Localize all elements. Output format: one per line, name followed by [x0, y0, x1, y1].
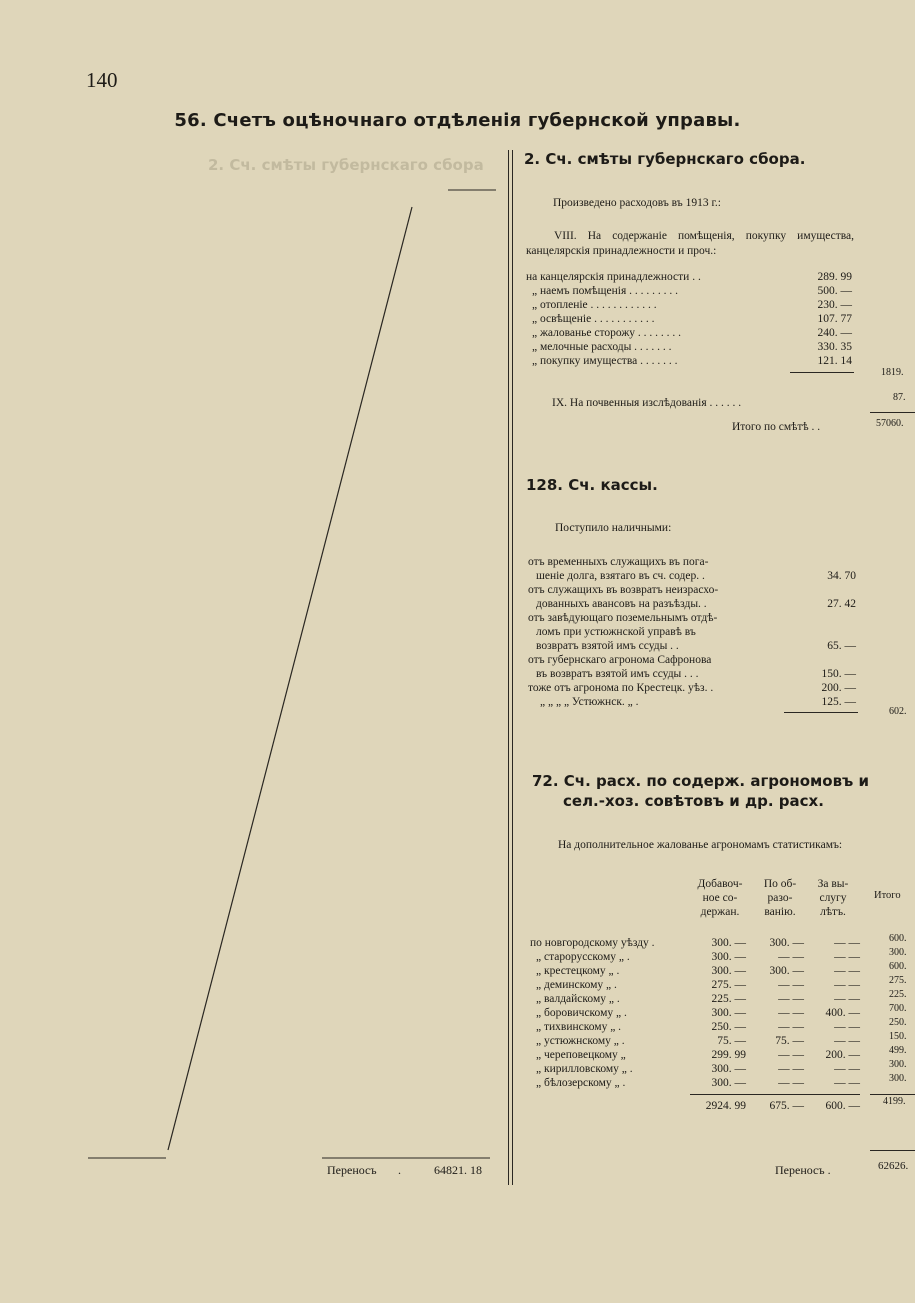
section-2-viii-total: 1819.	[881, 367, 904, 378]
cash-value: 34. 70	[827, 570, 856, 582]
col-header-additional: Добавоч-ное со-держан.	[697, 878, 743, 918]
cash-value: 65. —	[827, 640, 856, 652]
table-row-label: „ кирилловскому „ .	[536, 1063, 633, 1075]
cash-line: ломъ при устюжнской управѣ въ	[536, 626, 696, 638]
section-128-intro: Поступило наличными:	[555, 522, 672, 534]
section-2-title: 2. Сч. смѣты губернскаго сбора.	[524, 150, 806, 168]
item-value: 500. —	[817, 285, 852, 297]
table-row-label: „ старорусскому „ .	[536, 951, 630, 963]
item-label: „ освѣщеніе . . . . . . . . . . .	[532, 313, 655, 325]
cash-line: въ возвратъ взятой имъ ссуды . . .	[536, 668, 699, 680]
cash-line: отъ служащихъ въ возвратъ неизрасхо-	[528, 584, 719, 596]
section-128-total: 602.	[889, 706, 907, 717]
section-2-ix: IX. На почвенныя изслѣдованія . . . . . .	[552, 397, 742, 409]
cash-line: возвратъ взятой имъ ссуды . .	[536, 640, 679, 652]
cash-value: 27. 42	[827, 598, 856, 610]
cash-line: тоже отъ агронома по Крестецк. уѣз. .	[528, 682, 714, 694]
cash-line: отъ временныхъ служащихъ въ пога-	[528, 556, 709, 568]
table-row-label: „ деминскому „ .	[536, 979, 617, 991]
total-service: 600. —	[825, 1100, 860, 1112]
section-2-viii: VIII. На содержаніе помѣщенія, покупку имущества, канцелярскія принадлежности и проч.:	[526, 230, 854, 257]
table-row-label: „ боровичскому „ .	[536, 1007, 627, 1019]
item-value: 107. 77	[817, 313, 852, 325]
right-carry-value: 62626.	[878, 1160, 909, 1172]
item-label: „ отопленіе . . . . . . . . . . . .	[532, 299, 657, 311]
col-header-education: По об-разо-ванію.	[763, 878, 797, 918]
cash-value: 150. —	[821, 668, 856, 680]
right-carry-label: Переносъ .	[775, 1163, 831, 1177]
total-grand: 4199.	[883, 1096, 906, 1107]
cash-value: 125. —	[821, 696, 856, 708]
section-72-intro: На дополнительное жалованье агрономамъ статистикамъ:	[558, 839, 843, 851]
col-header-total: Итого	[874, 890, 901, 901]
cash-line: отъ завѣдующаго поземельнымъ отдѣ-	[528, 612, 718, 624]
table-row-label: „ валдайскому „ .	[536, 993, 620, 1005]
cash-line: „ „ „ „ Устюжнск. „ .	[540, 696, 639, 708]
table-row-label: „ череповецкому „	[536, 1049, 626, 1061]
section-2-total-value: 57060.	[876, 418, 904, 429]
column-rule	[508, 150, 509, 1185]
section-72-title-1: 72. Сч. расх. по содерж. агрономовъ и	[532, 772, 870, 790]
section-2-intro: Произведено расходовъ въ 1913 г.:	[553, 197, 721, 209]
total-education: 675. —	[769, 1100, 804, 1112]
item-value: 240. —	[817, 327, 852, 339]
left-carry-value: 64821. 18	[434, 1163, 482, 1177]
cash-line: шеніе долга, взятаго въ сч. содер. .	[536, 570, 705, 582]
table-row-label: „ устюжнскому „ .	[536, 1035, 625, 1047]
table-row-label: по новгородскому уѣзду .	[530, 937, 655, 949]
col-header-service: За вы-слугу лѣтъ.	[817, 878, 849, 918]
page-title: 56. Счетъ оцѣночнаго отдѣленія губернской управы.	[174, 110, 741, 131]
page-number: 140	[86, 68, 118, 92]
column-rule	[512, 150, 513, 1185]
item-value: 330. 35	[817, 341, 852, 353]
item-label: „ покупку имущества . . . . . . .	[532, 355, 678, 367]
section-128-title: 128. Сч. кассы.	[526, 476, 658, 494]
item-value: 289. 99	[817, 271, 852, 283]
item-label: „ наемъ помѣщенія . . . . . . . . .	[532, 285, 678, 297]
table-row-label: „ бѣлозерскому „ .	[536, 1077, 626, 1089]
section-2-total-label: Итого по смѣтѣ . .	[732, 421, 821, 433]
table-row-label: „ тихвинскому „ .	[536, 1021, 622, 1033]
section-72-title-2: сел.-хоз. совѣтовъ и др. расх.	[563, 792, 824, 810]
bleed-through: 2. Сч. смѣты губернскаго сбора	[208, 156, 484, 174]
table-row-label: „ крестецкому „ .	[536, 965, 620, 977]
section-2-ix-value: 87.	[893, 392, 906, 403]
total-additional: 2924. 99	[705, 1100, 746, 1112]
cash-value: 200. —	[821, 682, 856, 694]
document-page: 2. Сч. смѣты губернскаго сбора 140 56. Счетъ оцѣночнаго отдѣленія губернской управы. Переносъ . 64821. 18 2. Сч. смѣты губернскаго сбора. Произведено расходовъ въ 1913 г.: VIII. На содержаніе помѣщенія, покупку имущества, канцелярскія принадлежности и проч.: на канцелярскія принадлежности . . 289. 99 „ наемъ помѣщенія . . . . . . . . . 500. — „ отопленіе . . . . . . . . . . . . 230. — „ освѣщеніе . . . . . . . . . . . 107. 77 „ жалованье сторожу . . . . . . . . 240. — „ мелочные расходы . . . . . . . 330. 35 „ покупку имущества . . . . . . . 121. 14 1819. IX. На почвенныя изслѣдованія . . . . . . 87. Итого по смѣтѣ . . 57060. 128. Сч. кассы. Поступило наличными: отъ временныхъ служащихъ въ пога- шеніе долга, взятаго въ сч. содер. . 34. 70 отъ служащихъ въ возвратъ неизрасхо- дованныхъ авансовъ на разъѣзды. . 27. 42 отъ завѣдующаго поземельнымъ отдѣ- ломъ при устюжнской управѣ въ возвратъ взятой имъ ссуды . . 65. — отъ губернскаго агронома Сафронова въ возвратъ взятой имъ ссуды . . . 150. — тоже отъ агронома по Крестецк. уѣз. . 200. — „ „ „ „ Устюжнск. „ . 125. — 602. 72. Сч. расх. по содерж. агрономовъ и сел.-хоз. совѣтовъ и др. расх. На дополнительное жалованье агрономамъ статистикамъ: Добавоч-ное со-держан. По об-разо-ванію. За вы-слугу лѣтъ. Итого по новгородскому уѣзду . 300. — 300. — — — 600. „ старорусскому „ . 300. — — — — — 300. „ крестецкому „ . 300. — 300. — — — 600. „ деминскому „ . 275. — — — — — 275. „ валдайскому „ . 225. — — — — — 225. „ боровичскому „ . 300. — — — 400. — 700. „ тихвинскому „ . 250. — — — — — 250. „ устюжнскому „ . 75. — 75. — — — 150. „ череповецкому „ 299. 99 — — 200. — 499. „ кирилловскому „ . 300. — — — — — 300. „ бѣлозерскому „ . 300. — — — — — 300. 2924. 99 675. — 600. — 4199. Переносъ . 62626.	[0, 0, 915, 1303]
item-value: 121. 14	[817, 355, 852, 367]
item-label: „ мелочные расходы . . . . . . .	[532, 341, 672, 353]
left-carry-label: Переносъ	[327, 1163, 377, 1177]
cash-line: отъ губернскаго агронома Сафронова	[528, 654, 712, 666]
item-label: на канцелярскія принадлежности . .	[526, 271, 701, 283]
item-value: 230. —	[817, 299, 852, 311]
cash-line: дованныхъ авансовъ на разъѣзды. .	[536, 598, 707, 610]
item-label: „ жалованье сторожу . . . . . . . .	[532, 327, 682, 339]
